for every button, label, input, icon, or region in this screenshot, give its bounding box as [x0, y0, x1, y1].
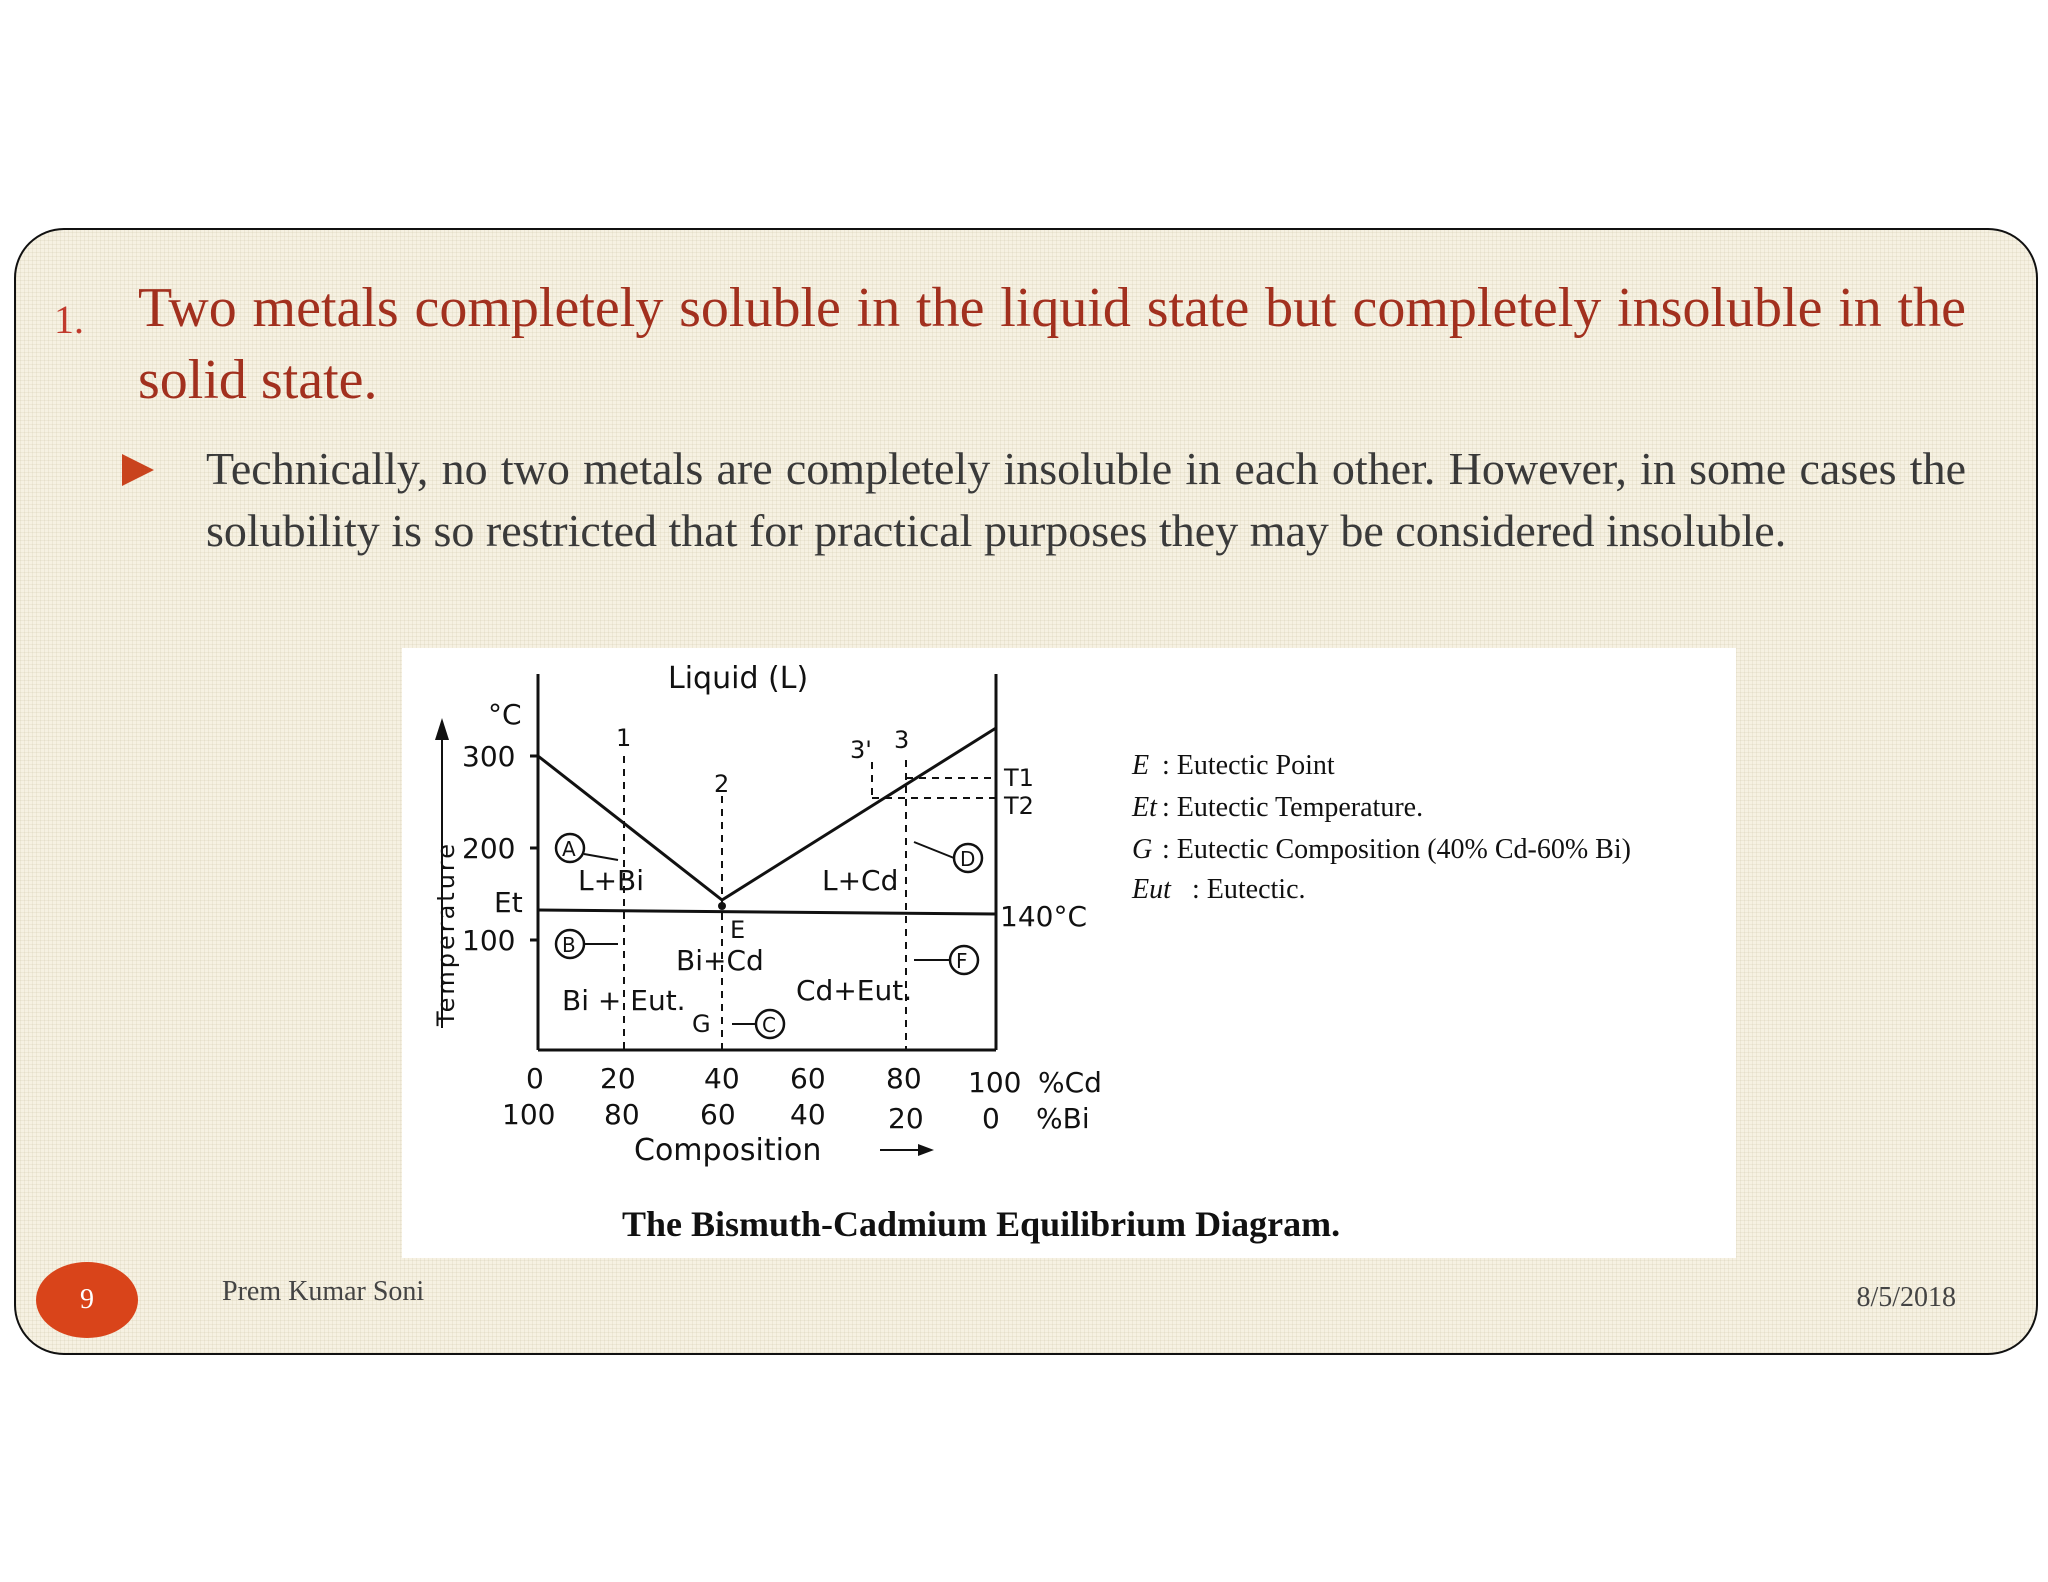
region-liquid: Liquid (L) [668, 661, 809, 696]
point-d-label: D [960, 847, 976, 871]
legend-text-eut: : Eutectic. [1192, 874, 1306, 905]
t2-label: T2 [1004, 792, 1034, 820]
cd-tick-40: 40 [704, 1062, 740, 1095]
line-label-1: 1 [616, 724, 632, 752]
point-e-label: E [730, 916, 746, 944]
et-label: Et [494, 886, 523, 919]
temp-140-label: 140°C [1000, 900, 1087, 933]
bi-tick-60: 60 [700, 1098, 736, 1131]
y-tick-300: 300 [462, 740, 516, 773]
bi-tick-0: 0 [982, 1102, 1000, 1135]
y-tick-100: 100 [462, 924, 516, 957]
footer-author: Prem Kumar Soni [222, 1276, 425, 1307]
cd-tick-80: 80 [886, 1062, 922, 1095]
line-label-3prime: 3' [850, 736, 872, 764]
point-a-label: A [562, 837, 576, 861]
heading-number: 1. [54, 297, 84, 342]
y-tick-200: 200 [462, 832, 516, 865]
point-f-label: F [956, 949, 968, 973]
point-g-label: G [692, 1010, 711, 1038]
region-cd-eut: Cd+Eut. [796, 974, 913, 1007]
legend-key-eut: Eut [1132, 874, 1171, 905]
bi-tick-80: 80 [604, 1098, 640, 1131]
page-number-badge: 9 [36, 1262, 138, 1338]
legend-key-g: G [1132, 834, 1153, 865]
cd-unit: %Cd [1038, 1066, 1102, 1099]
region-bi-eut: Bi + Eut. [562, 984, 686, 1017]
region-l-cd: L+Cd [822, 864, 899, 897]
line-label-2: 2 [714, 770, 730, 798]
bi-tick-100: 100 [502, 1098, 556, 1131]
point-b-label: B [562, 933, 576, 957]
y-axis-label: Temperature [432, 840, 460, 1026]
bi-tick-20: 20 [888, 1102, 924, 1135]
legend-text-g: : Eutectic Composition (40% Cd-60% Bi) [1162, 834, 1631, 865]
bi-unit: %Bi [1036, 1102, 1090, 1135]
footer-date: 8/5/2018 [1856, 1282, 1956, 1313]
line-label-3: 3 [894, 726, 910, 754]
region-l-bi: L+Bi [578, 864, 645, 897]
legend-text-et: : Eutectic Temperature. [1162, 792, 1424, 823]
legend-text-e: : Eutectic Point [1162, 750, 1335, 781]
cd-tick-60: 60 [790, 1062, 826, 1095]
legend-key-et: Et [1132, 792, 1157, 823]
region-bi-cd: Bi+Cd [676, 944, 764, 977]
cd-tick-100: 100 [968, 1066, 1022, 1099]
phase-diagram-figure [402, 648, 1736, 1258]
cd-tick-20: 20 [600, 1062, 636, 1095]
bullet-text: Technically, no two metals are completely insoluble in each other. However, in some cases the solubility is so restricted that for practical purposes they may be considered insoluble. [206, 443, 1966, 556]
diagram-caption: The Bismuth-Cadmium Equilibrium Diagram. [622, 1204, 1341, 1244]
temp-unit: °C [488, 698, 522, 731]
eutectic-line [538, 910, 996, 914]
slide-heading: Two metals completely soluble in the liquid state but completely insoluble in the solid state. [138, 277, 1966, 411]
point-c-label: C [762, 1013, 776, 1037]
legend-key-e: E [1132, 750, 1150, 781]
cd-tick-0: 0 [526, 1062, 544, 1095]
triangle-bullet-icon [122, 454, 154, 486]
bi-tick-40: 40 [790, 1098, 826, 1131]
eutectic-point-dot [718, 902, 726, 910]
slide [14, 228, 2038, 1355]
phase-diagram [402, 648, 1736, 1258]
t1-label: T1 [1004, 764, 1034, 792]
x-axis-label: Composition [634, 1133, 822, 1168]
